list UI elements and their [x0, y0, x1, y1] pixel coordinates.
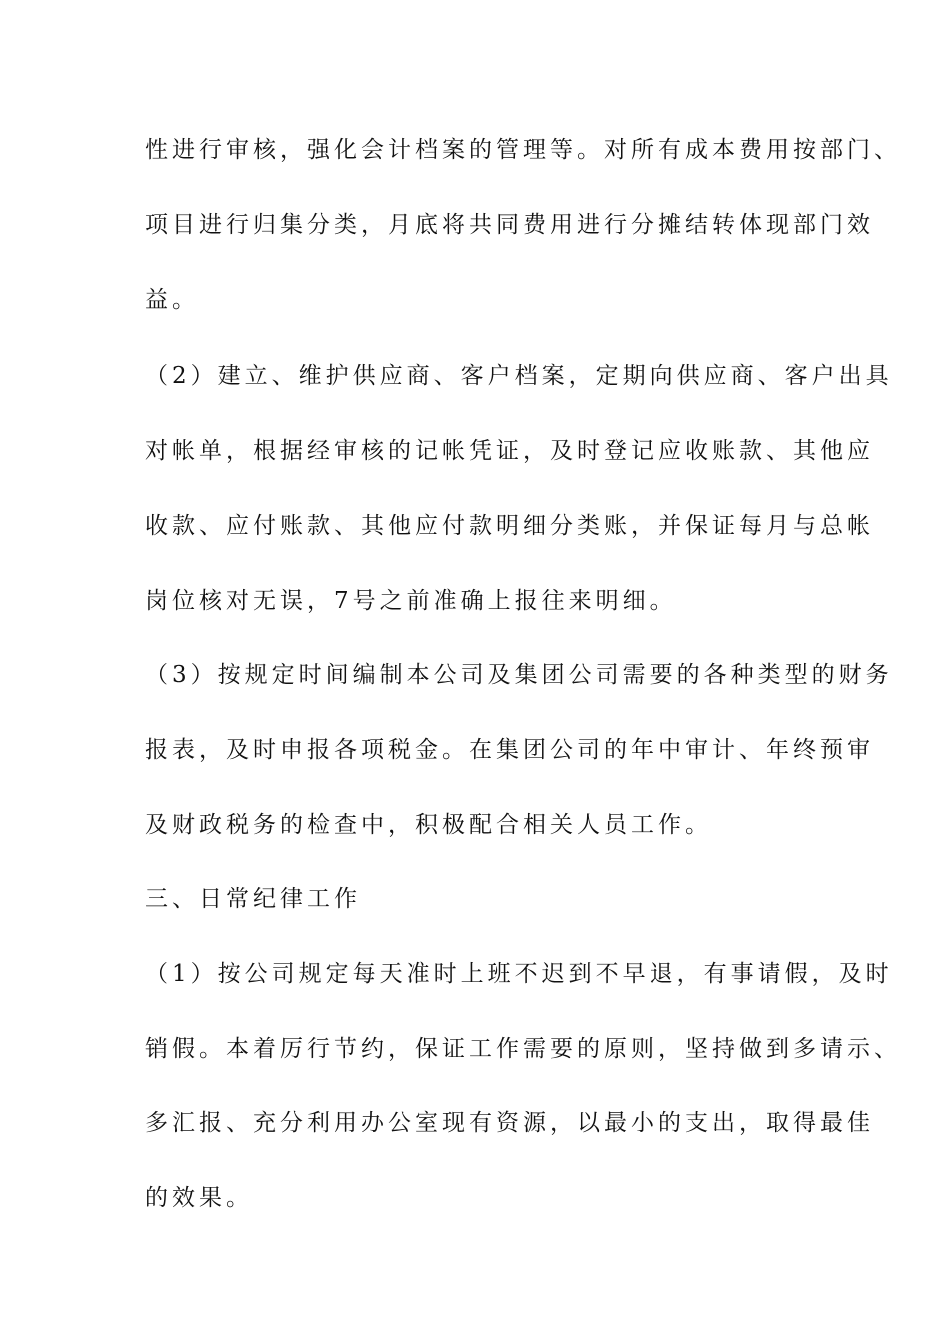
- text-line: 收款、应付账款、其他应付款明细分类账，并保证每月与总帐: [145, 513, 874, 539]
- text-line: （1）按公司规定每天准时上班不迟到不早退，有事请假，及时: [145, 961, 893, 987]
- text-line: 及财政税务的检查中，积极配合相关人员工作。: [145, 812, 712, 838]
- text-line: 性进行审核，强化会计档案的管理等。对所有成本费用按部门、: [145, 137, 901, 163]
- text-line: 多汇报、充分利用办公室现有资源，以最小的支出，取得最佳: [145, 1110, 874, 1136]
- text-line: 对帐单，根据经审核的记帐凭证，及时登记应收账款、其他应: [145, 438, 874, 464]
- text-line: 项目进行归集分类，月底将共同费用进行分摊结转体现部门效: [145, 212, 874, 238]
- text-line: （3）按规定时间编制本公司及集团公司需要的各种类型的财务: [145, 662, 893, 688]
- text-line: （2）建立、维护供应商、客户档案，定期向供应商、客户出具: [145, 363, 893, 389]
- text-line: 报表，及时申报各项税金。在集团公司的年中审计、年终预审: [145, 737, 874, 763]
- text-line: 的效果。: [145, 1185, 253, 1211]
- text-line: 岗位核对无误，7号之前准确上报往来明细。: [145, 588, 677, 614]
- text-line: 益。: [145, 287, 199, 313]
- text-line: 销假。本着厉行节约，保证工作需要的原则，坚持做到多请示、: [145, 1036, 901, 1062]
- section-heading: 三、日常纪律工作: [145, 886, 361, 912]
